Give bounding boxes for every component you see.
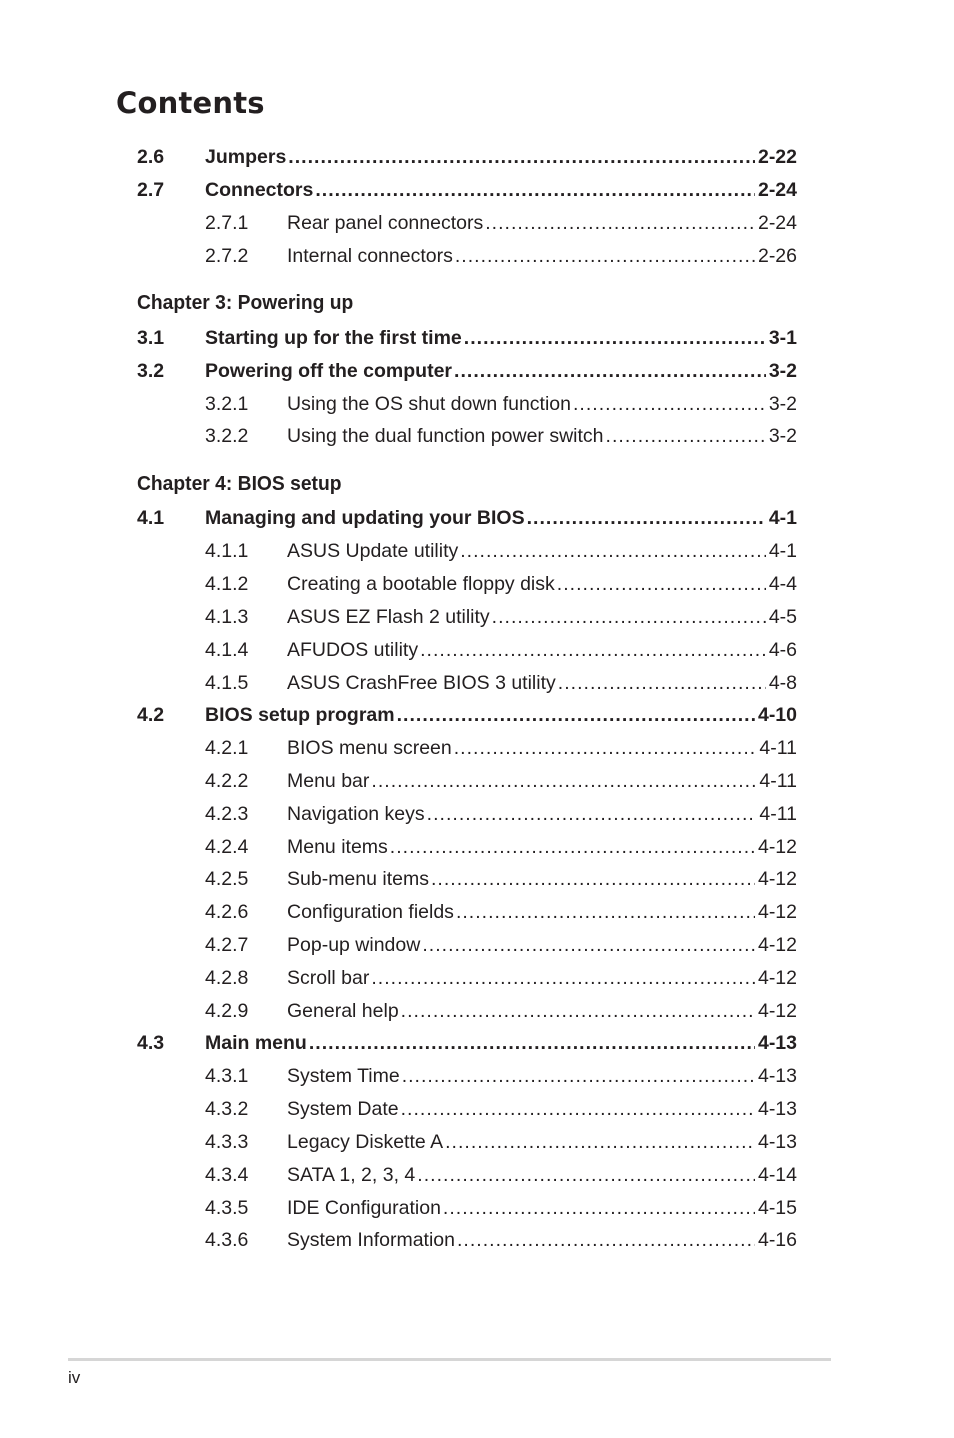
toc-entry-title: Navigation keys <box>287 803 425 825</box>
toc-entry-number: 4.2 <box>137 704 165 726</box>
toc-entry-number: 2.7.2 <box>205 245 249 267</box>
toc-entry-page: 3-2 <box>766 424 797 448</box>
toc-entry-page: 4-1 <box>766 539 797 563</box>
toc-entry-title: Managing and updating your BIOS <box>205 507 525 529</box>
toc-entry-title: System Date <box>287 1098 399 1120</box>
toc-entry-number: 2.7.1 <box>205 212 249 234</box>
leader-dots <box>420 638 766 662</box>
toc-entry-4-2-9[interactable] <box>137 999 797 1023</box>
leader-dots <box>417 1163 755 1187</box>
leader-dots <box>315 178 755 202</box>
toc-entry-title: System Time <box>287 1065 400 1087</box>
toc-entry-4-2-7[interactable] <box>137 933 797 957</box>
toc-entry-title: BIOS setup program <box>205 704 395 726</box>
leader-dots <box>309 1031 755 1055</box>
toc-entry-page: 4-12 <box>755 900 797 924</box>
toc-entry-title: Rear panel connectors <box>287 212 484 234</box>
toc-entry-title: Configuration fields <box>287 901 454 923</box>
toc-entry-number: 4.1 <box>137 507 165 529</box>
toc-entry-title: Powering off the computer <box>205 360 453 382</box>
toc-entry-4-3-6[interactable] <box>137 1228 797 1252</box>
leader-dots <box>457 1228 755 1252</box>
toc-entry-3-2-1[interactable] <box>137 392 797 416</box>
chapter-heading-3: Chapter 3: Powering up <box>137 291 354 314</box>
toc-entry-page: 4-13 <box>755 1031 797 1055</box>
leader-dots <box>427 802 757 826</box>
toc-entry-title: Using the OS shut down function <box>287 393 571 415</box>
leader-dots <box>371 769 756 793</box>
toc-entry-number: 4.2.7 <box>205 934 249 956</box>
toc-entry-title: Scroll bar <box>287 967 370 989</box>
toc-entry-number: 3.2.1 <box>205 393 249 415</box>
toc-entry-page: 4-15 <box>755 1196 797 1220</box>
toc-entry-page: 4-13 <box>755 1064 797 1088</box>
toc-entry-title: Sub-menu items <box>287 868 429 890</box>
toc-entry-2-6[interactable] <box>137 145 797 169</box>
toc-entry-page: 4-13 <box>755 1130 797 1154</box>
toc-entry-4-1-1[interactable] <box>137 539 797 563</box>
toc-entry-number: 4.1.5 <box>205 672 249 694</box>
toc-entry-page: 3-2 <box>766 359 797 383</box>
leader-dots <box>401 999 755 1023</box>
footer-rule <box>68 1358 831 1361</box>
toc-entry-page: 4-12 <box>755 966 797 990</box>
toc-entry-page: 4-12 <box>755 867 797 891</box>
toc-entry-number: 3.2 <box>137 360 165 382</box>
leader-dots <box>460 539 766 563</box>
toc-entry-4-2-8[interactable] <box>137 966 797 990</box>
toc-entry-page: 4-11 <box>756 802 797 826</box>
leader-dots <box>371 966 755 990</box>
toc-entry-number: 4.2.3 <box>205 803 249 825</box>
toc-entry-4-1[interactable] <box>137 506 797 530</box>
toc-entry-3-2-2[interactable] <box>137 424 797 448</box>
toc-entry-number: 4.2.4 <box>205 836 249 858</box>
toc-entry-4-1-3[interactable] <box>137 605 797 629</box>
toc-entry-title: Pop-up window <box>287 934 421 956</box>
toc-entry-3-2[interactable] <box>137 359 797 383</box>
toc-entry-4-1-5[interactable] <box>137 671 797 695</box>
toc-entry-number: 2.6 <box>137 146 165 168</box>
toc-entry-title: IDE Configuration <box>287 1197 441 1219</box>
toc-entry-number: 2.7 <box>137 179 165 201</box>
toc-entry-title: Internal connectors <box>287 245 453 267</box>
toc-entry-number: 3.1 <box>137 327 165 349</box>
toc-entry-title: Starting up for the first time <box>205 327 462 349</box>
toc-entry-number: 4.2.1 <box>205 737 249 759</box>
toc-entry-4-3-2[interactable] <box>137 1097 797 1121</box>
leader-dots <box>485 211 755 235</box>
toc-entry-2-7-1[interactable] <box>137 211 797 235</box>
toc-entry-4-1-2[interactable] <box>137 572 797 596</box>
leader-dots <box>557 572 766 596</box>
toc-entry-page: 2-22 <box>755 145 797 169</box>
toc-entry-4-2-6[interactable] <box>137 900 797 924</box>
chapter-heading-4: Chapter 4: BIOS setup <box>137 472 342 495</box>
leader-dots <box>456 900 755 924</box>
toc-entry-page: 4-5 <box>766 605 797 629</box>
toc-entry-page: 4-6 <box>766 638 797 662</box>
toc-entry-4-2-5[interactable] <box>137 867 797 891</box>
toc-entry-page: 4-10 <box>755 703 797 727</box>
toc-entry-4-2-1[interactable] <box>137 736 797 760</box>
toc-entry-title: BIOS menu screen <box>287 737 452 759</box>
toc-entry-4-2[interactable] <box>137 703 797 727</box>
leader-dots <box>445 1130 755 1154</box>
toc-entry-number: 4.3.5 <box>205 1197 249 1219</box>
leader-dots <box>558 671 766 695</box>
toc-entry-page: 2-24 <box>755 211 797 235</box>
leader-dots <box>573 392 766 416</box>
toc-entry-title: Legacy Diskette A <box>287 1131 444 1153</box>
toc-entry-4-1-4[interactable] <box>137 638 797 662</box>
toc-entry-title: SATA 1, 2, 3, 4 <box>287 1164 416 1186</box>
leader-dots <box>288 145 755 169</box>
toc-entry-4-3-1[interactable] <box>137 1064 797 1088</box>
toc-entry-number: 4.3.1 <box>205 1065 249 1087</box>
toc-entry-number: 4.2.9 <box>205 1000 249 1022</box>
toc-entry-page: 4-1 <box>766 506 797 530</box>
toc-entry-title: General help <box>287 1000 399 1022</box>
toc-entry-page: 3-1 <box>766 326 797 350</box>
toc-entry-title: ASUS Update utility <box>287 540 459 562</box>
toc-entry-title: ASUS CrashFree BIOS 3 utility <box>287 672 556 694</box>
leader-dots <box>492 605 766 629</box>
toc-entry-number: 4.3.6 <box>205 1229 249 1251</box>
toc-entry-number: 4.1.3 <box>205 606 249 628</box>
leader-dots <box>454 736 757 760</box>
leader-dots <box>402 1064 755 1088</box>
toc-entry-4-3[interactable] <box>137 1031 797 1055</box>
toc-entry-title: Using the dual function power switch <box>287 425 604 447</box>
toc-entry-2-7[interactable] <box>137 178 797 202</box>
toc-entry-2-7-2[interactable] <box>137 244 797 268</box>
leader-dots <box>401 1097 755 1121</box>
toc-entry-title: Menu bar <box>287 770 370 792</box>
toc-entry-4-2-2[interactable] <box>137 769 797 793</box>
toc-entry-page: 3-2 <box>766 392 797 416</box>
leader-dots <box>431 867 755 891</box>
toc-entry-page: 4-13 <box>755 1097 797 1121</box>
toc-entry-page: 4-12 <box>755 933 797 957</box>
toc-entry-number: 4.3 <box>137 1032 165 1054</box>
toc-entry-page: 4-16 <box>755 1228 797 1252</box>
toc-entry-number: 4.2.6 <box>205 901 249 923</box>
toc-entry-4-2-3[interactable] <box>137 802 797 826</box>
page-title: Contents <box>116 86 265 120</box>
toc-entry-number: 4.1.2 <box>205 573 249 595</box>
toc-entry-page: 4-14 <box>755 1163 797 1187</box>
toc-entry-page: 2-26 <box>755 244 797 268</box>
leader-dots <box>443 1196 755 1220</box>
leader-dots <box>422 933 755 957</box>
toc-entry-title: Jumpers <box>205 146 287 168</box>
toc-entry-number: 4.2.5 <box>205 868 249 890</box>
toc-entry-page: 4-8 <box>766 671 797 695</box>
toc-entry-number: 3.2.2 <box>205 425 249 447</box>
toc-entry-title: Menu items <box>287 836 388 858</box>
toc-entry-title: ASUS EZ Flash 2 utility <box>287 606 490 628</box>
toc-entry-4-3-5[interactable] <box>137 1196 797 1220</box>
toc-entry-number: 4.1.1 <box>205 540 249 562</box>
leader-dots <box>397 703 755 727</box>
toc-entry-title: System Information <box>287 1229 455 1251</box>
leader-dots <box>606 424 766 448</box>
toc-entry-4-3-4[interactable] <box>137 1163 797 1187</box>
toc-entry-4-2-4[interactable] <box>137 835 797 859</box>
toc-entry-number: 4.1.4 <box>205 639 249 661</box>
toc-entry-number: 4.2.2 <box>205 770 249 792</box>
toc-entry-page: 4-12 <box>755 999 797 1023</box>
toc-entry-4-3-3[interactable] <box>137 1130 797 1154</box>
toc-entry-number: 4.3.2 <box>205 1098 249 1120</box>
toc-entry-title: Main menu <box>205 1032 307 1054</box>
toc-entry-title: AFUDOS utility <box>287 639 419 661</box>
toc-entry-page: 4-4 <box>766 572 797 596</box>
toc-entry-page: 2-24 <box>755 178 797 202</box>
toc-entry-title: Connectors <box>205 179 314 201</box>
leader-dots <box>454 359 766 383</box>
page-number: iv <box>68 1368 81 1387</box>
toc-entry-title: Creating a bootable floppy disk <box>287 573 555 595</box>
toc-entry-number: 4.2.8 <box>205 967 249 989</box>
toc-entry-page: 4-11 <box>756 769 797 793</box>
toc-entry-page: 4-11 <box>756 736 797 760</box>
toc-entry-3-1[interactable] <box>137 326 797 350</box>
toc-entry-number: 4.3.4 <box>205 1164 249 1186</box>
toc-entry-number: 4.3.3 <box>205 1131 249 1153</box>
toc-entry-page: 4-12 <box>755 835 797 859</box>
leader-dots <box>455 244 755 268</box>
leader-dots <box>390 835 755 859</box>
leader-dots <box>527 506 766 530</box>
leader-dots <box>464 326 766 350</box>
